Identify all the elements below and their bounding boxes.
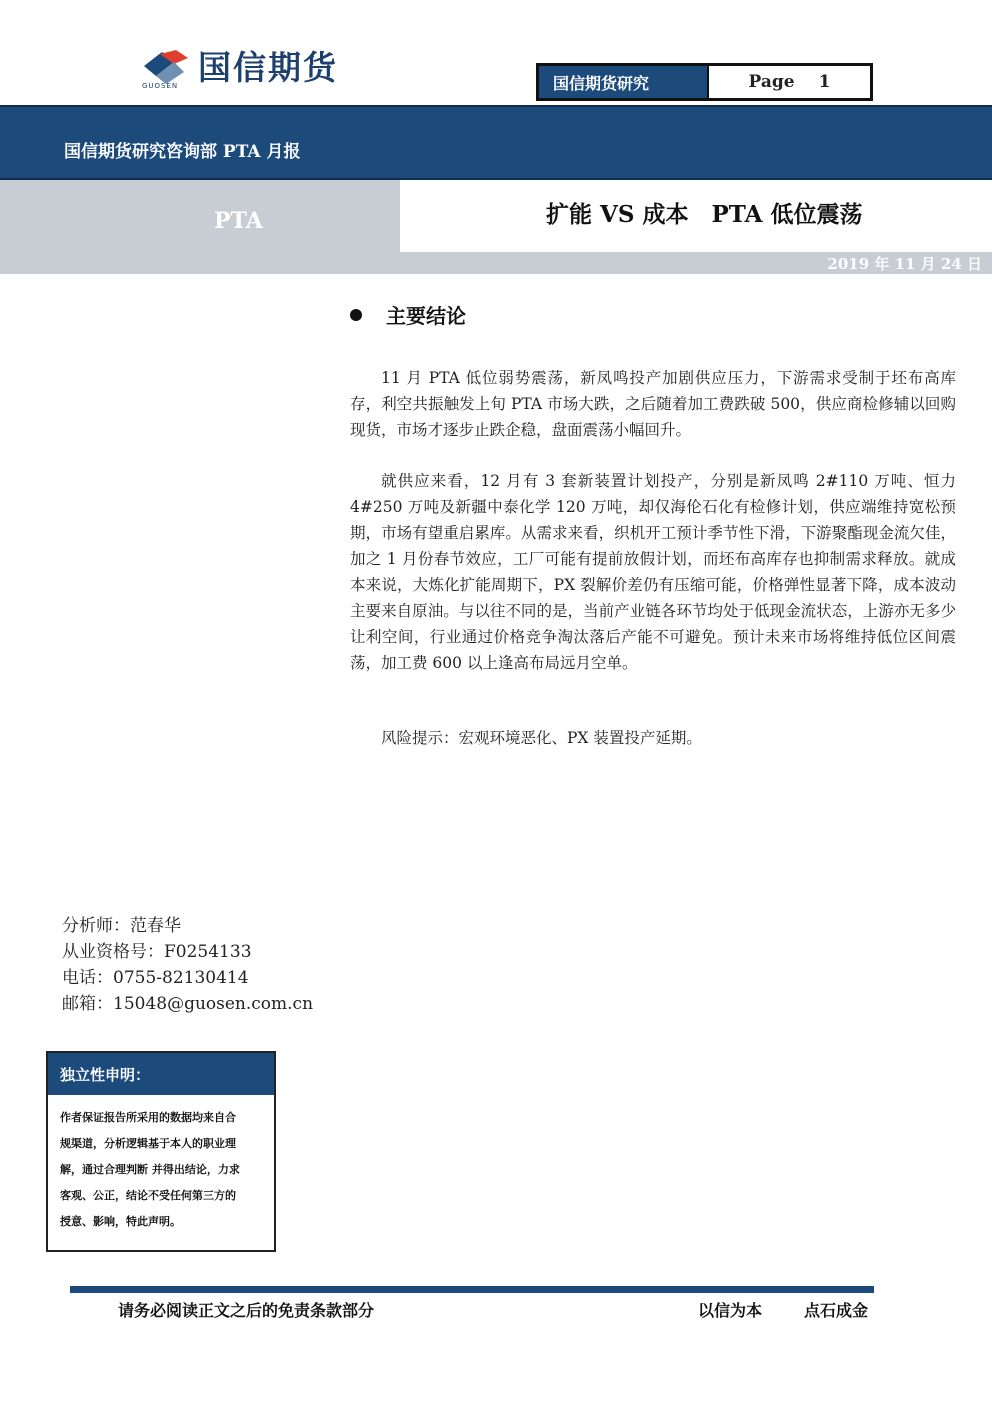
conclusion-paragraph-2: 就供应来看，12 月有 3 套新装置计划投产，分别是新凤鸣 2#110 万吨、恒力 4#250 万吨及新疆中泰化学 120 万吨，却仅海伦石化有检修计划，供应端维持宽松预期，市场有望重启累库。从需求来看，织机开工预计季节性下滑，下游聚酯现金流欠佳，加之 1 月份春节效应，工厂可能有提前放假计划，而坯布高库存也抑制需求释放。就成本来说，大炼化扩能周期下，PX 裂解价差仍有压缩可能，价格弹性显著下降，成本波动主要来自原油。与以往不同的是，当前产业链各环节均处于低现金流状态，上游亦无多少让利空间，行业通过价格竞争淘汰落后产能不可避免。预计未来市场将维持低位区间震荡，加工费 600 以上逢高布局远月空单。 bbox=[350, 472, 956, 672]
footer-divider bbox=[70, 1286, 874, 1293]
independence-declaration bbox=[46, 1051, 276, 1252]
page-label: Page bbox=[748, 72, 795, 92]
footer-motto-1: 以信为本 bbox=[698, 1301, 763, 1320]
declaration-line: 客观、公正，结论不受任何第三方的 bbox=[60, 1189, 236, 1202]
section-heading bbox=[350, 300, 466, 329]
report-band bbox=[0, 105, 992, 180]
footer-motto-2: 点石成金 bbox=[804, 1301, 869, 1320]
conclusion-paragraph-1: 11 月 PTA 低位弱势震荡，新凤鸣投产加剧供应压力，下游需求受制于坯布高库存，利空共振触发上旬 PTA 市场大跌，之后随着加工费跌破 500，供应商检修辅以回购现货，市场才逐步止跌企稳，盘面震荡小幅回升。 bbox=[350, 369, 956, 439]
company-logo bbox=[140, 44, 380, 96]
declaration-line: 解，通过合理判断 并得出结论，力求 bbox=[60, 1163, 240, 1176]
report-headline: 扩能 VS 成本 PTA 低位震荡 bbox=[546, 201, 863, 228]
header-page-box bbox=[536, 63, 873, 101]
analyst-info bbox=[62, 913, 313, 1017]
product-panel bbox=[0, 180, 400, 262]
declaration-line: 规渠道，分析逻辑基于本人的职业理 bbox=[60, 1137, 236, 1150]
page-indicator bbox=[707, 66, 870, 98]
date-strip bbox=[0, 252, 992, 274]
page-number: 1 bbox=[818, 72, 831, 92]
declaration-line: 授意、影响，特此声明。 bbox=[60, 1215, 181, 1228]
report-date: 2019 年 11 月 24 日 bbox=[827, 255, 982, 273]
bullet-icon bbox=[350, 309, 362, 321]
declaration-line: 作者保证报告所采用的数据均来自合 bbox=[60, 1111, 236, 1124]
section-title: 主要结论 bbox=[386, 304, 466, 328]
dept-label: 国信期货研究 bbox=[539, 66, 707, 98]
analyst-license: 从业资格号：F0254133 bbox=[62, 942, 252, 962]
product-tag: PTA bbox=[214, 208, 263, 234]
logo-subtext: GUOSEN bbox=[142, 82, 179, 90]
footer-disclaimer: 请务必阅读正文之后的免责条款部分 bbox=[118, 1301, 375, 1320]
risk-warning: 风险提示：宏观环境恶化、PX 装置投产延期。 bbox=[381, 729, 702, 747]
analyst-email: 邮箱：15048@guosen.com.cn bbox=[62, 994, 314, 1014]
analyst-phone: 电话：0755-82130414 bbox=[62, 968, 249, 988]
report-series-title: 国信期货研究咨询部 PTA 月报 bbox=[64, 142, 301, 162]
declaration-title: 独立性申明： bbox=[48, 1053, 274, 1095]
declaration-body bbox=[48, 1095, 274, 1235]
logo-text: 国信期货 bbox=[198, 48, 338, 87]
analyst-name: 分析师：范春华 bbox=[62, 916, 181, 936]
